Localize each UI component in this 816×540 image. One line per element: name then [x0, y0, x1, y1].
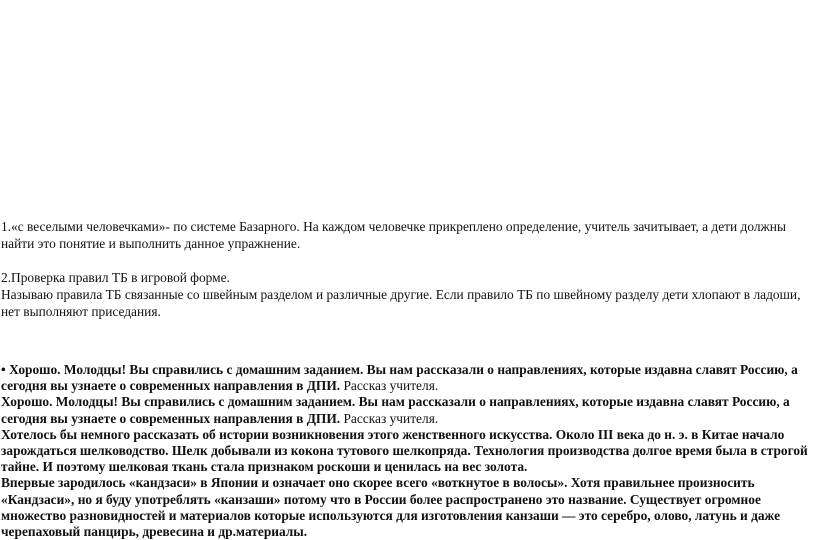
- silk-history-text: Хотелось бы немного рассказать об истории возникновения этого женственного искусства. Около III века до н. э. в Китае начало зарождаться шелководство. Шелк добывали из кокона тутового шелкопряда. Технология производства долгое время была в строгой тайне. И поэтому шелковая ткань стала признаком роскоши и ценилась на вес золота.: [1, 426, 808, 475]
- bullet-icon: •: [1, 362, 6, 377]
- spacer: [1, 252, 816, 269]
- praise-text-1: Хорошо. Молодцы! Вы справились с домашним заданием. Вы нам рассказали о направлениях, которые издавна славят Россию, а сегодня вы узнаете о современных направления в ДПИ.: [1, 362, 798, 394]
- activity-2-title: 2.Проверка правил ТБ в игровой форме.: [1, 270, 230, 285]
- silk-history-paragraph: [1, 427, 816, 476]
- activity-1-text: 1.«с веселыми человечками»- по системе Базарного. На каждом человечке прикреплено определение, учитель зачитывает, а дети должны найти это понятие и выполнить данное упражнение.: [1, 219, 786, 251]
- lesson-activities: [1, 218, 816, 320]
- praise-paragraph-1: [1, 362, 816, 394]
- kanzashi-text: Впервые зародилось «кандзаси» в Японии и означает оно скорее всего «воткнутое в волосы». Хотя правильнее произносить «Кандзаси», но я буду употреблять «канзаши» потому что в России более распространено это название. Существует огромное множество разновидностей и материалов которые используются для изготовления канзаши — это серебро, олово, латунь и даже черепаховый панцирь, древесина и др.материалы.: [1, 475, 781, 540]
- teacher-story-label-2: Рассказ учителя.: [343, 410, 439, 426]
- activity-2-text: Называю правила ТБ связанные со швейным разделом и различные другие. Если правило ТБ по швейному разделу дети хлопают в ладоши, нет выполняют приседания.: [1, 287, 801, 319]
- teacher-story-section: [1, 362, 816, 540]
- praise-text-2: Хорошо. Молодцы! Вы справились с домашним заданием. Вы нам рассказали о направлениях, которые издавна славят Россию, а сегодня вы узнаете о современных направления в ДПИ.: [1, 394, 790, 426]
- teacher-story-label-1: Рассказ учителя.: [343, 378, 439, 394]
- kanzashi-paragraph: [1, 475, 816, 540]
- praise-paragraph-2: [1, 394, 816, 426]
